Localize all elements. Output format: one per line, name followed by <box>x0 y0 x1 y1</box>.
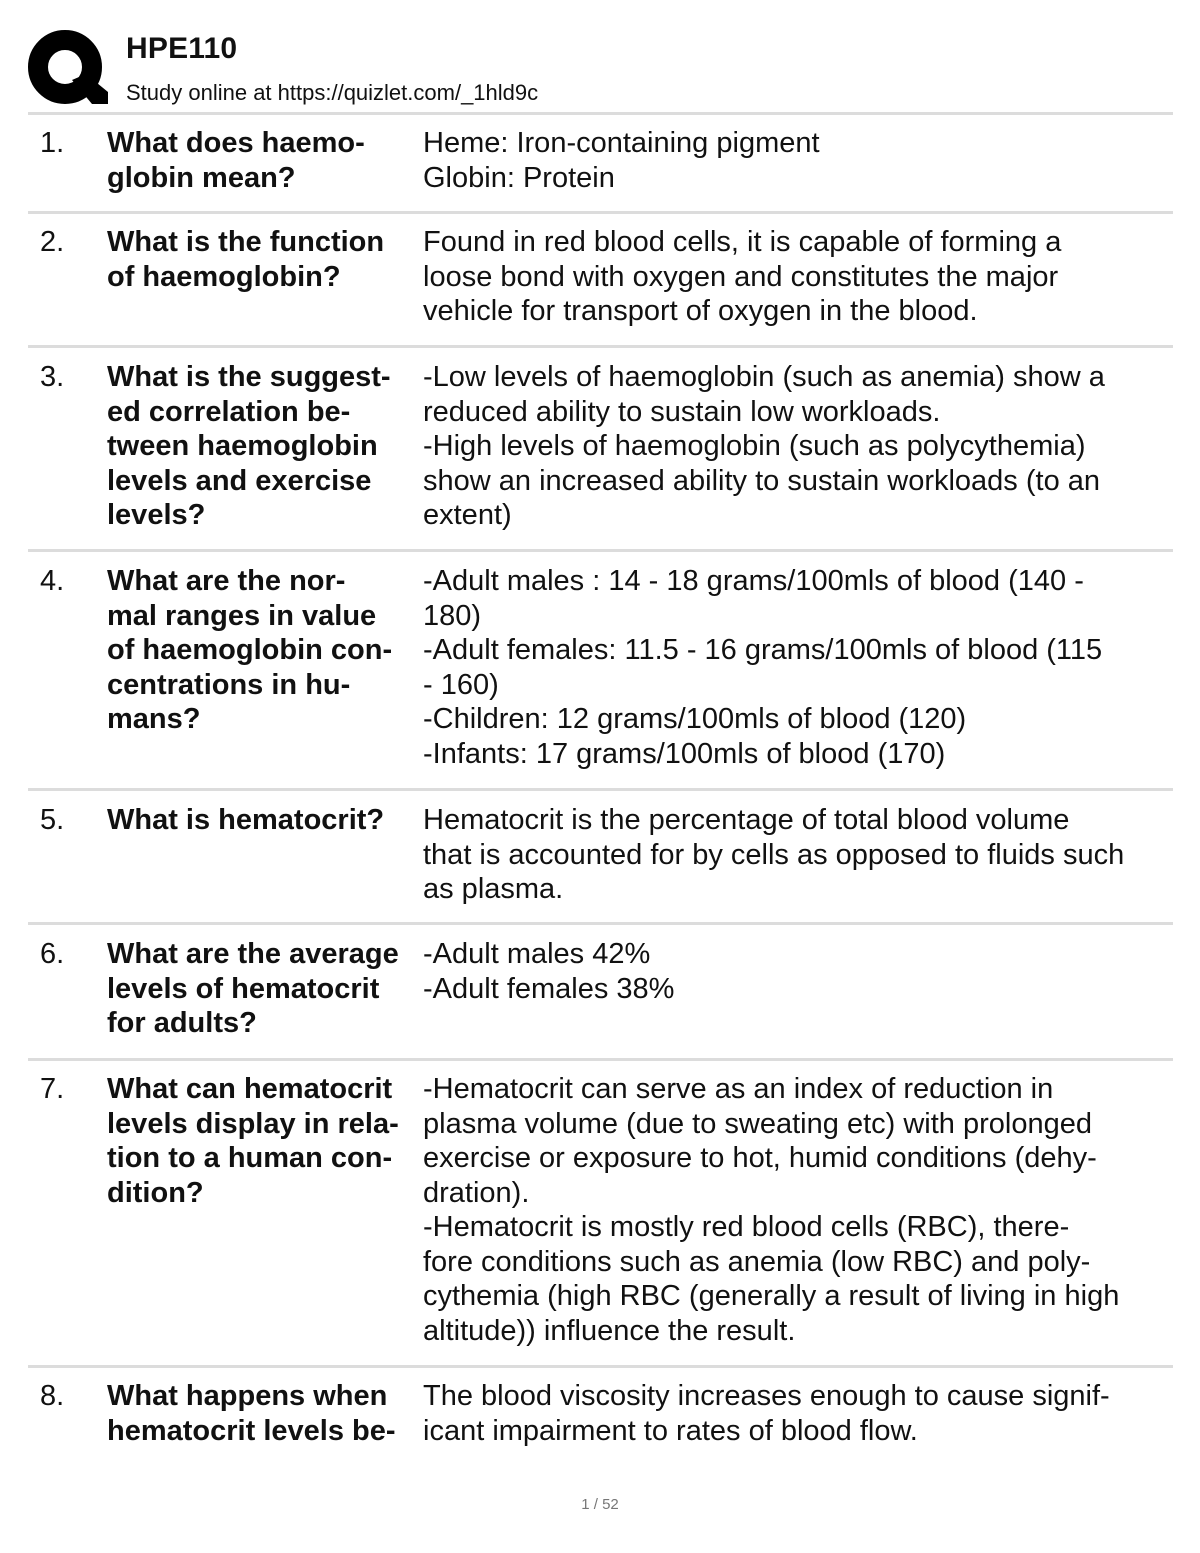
card-term <box>107 225 417 294</box>
card-term <box>107 1072 417 1210</box>
card-definition <box>423 803 1183 907</box>
definition-line: -Low levels of haemoglobin (such as anemia) show a <box>423 361 1105 393</box>
term-line: What can hematocrit <box>107 1073 393 1105</box>
term-line: What is hematocrit? <box>107 804 385 836</box>
definition-line: altitude)) influence the result. <box>423 1314 796 1347</box>
term-line: globin mean? <box>107 161 296 194</box>
card-term <box>107 803 417 838</box>
page-header <box>28 26 1178 110</box>
term-line: mans? <box>107 703 201 735</box>
page-number: 1 / 52 <box>581 1496 619 1513</box>
definition-line: exercise or exposure to hot, humid conditions (dehy- <box>423 1142 1097 1174</box>
card-term <box>107 360 417 533</box>
card-definition <box>423 564 1183 771</box>
card-definition <box>423 937 1183 1006</box>
definition-line: -Infants: 17 grams/100mls of blood (170) <box>423 737 946 770</box>
term-line: dition? <box>107 1176 204 1209</box>
definition-line: show an increased ability to sustain workloads (to an <box>423 464 1101 497</box>
definition-line: vehicle for transport of oxygen in the blood. <box>423 295 978 327</box>
definition-line: - 160) <box>423 668 499 701</box>
card-number: 6. <box>40 938 65 970</box>
divider <box>28 112 1173 115</box>
definition-line: The blood viscosity increases enough to cause signif- <box>423 1380 1110 1412</box>
definition-line: loose bond with oxygen and constitutes the major <box>423 260 1059 293</box>
term-line: What is the suggest- <box>107 361 391 393</box>
card-term <box>107 564 417 737</box>
term-line: of haemoglobin? <box>107 260 341 293</box>
set-title: HPE110 <box>126 32 238 65</box>
definition-line: plasma volume (due to sweating etc) with prolonged <box>423 1107 1092 1140</box>
term-line: levels? <box>107 499 206 531</box>
definition-line: 180) <box>423 599 482 632</box>
divider <box>28 788 1173 791</box>
term-line: What happens when <box>107 1380 388 1412</box>
term-line: tween haemoglobin <box>107 430 378 462</box>
divider <box>28 922 1173 925</box>
definition-line: dration). <box>423 1176 530 1209</box>
term-line: hematocrit levels be- <box>107 1414 396 1447</box>
definition-line: -Children: 12 grams/100mls of blood (120) <box>423 703 967 735</box>
divider <box>28 549 1173 552</box>
card-number: 4. <box>40 565 65 597</box>
card-number: 3. <box>40 361 65 393</box>
card-definition <box>423 1072 1183 1348</box>
term-line: ed correlation be- <box>107 395 351 428</box>
term-line: What is the function <box>107 226 385 258</box>
definition-line: -Adult females: 11.5 - 16 grams/100mls of blood (115 <box>423 634 1103 666</box>
card-number: 8. <box>40 1380 65 1412</box>
card-definition <box>423 360 1183 533</box>
term-line: centrations in hu- <box>107 668 351 701</box>
term-line: mal ranges in value <box>107 599 377 632</box>
card-term <box>107 1379 417 1448</box>
term-line: levels of hematocrit <box>107 972 380 1005</box>
term-line: What are the nor- <box>107 565 346 597</box>
definition-line: cythemia (high RBC (generally a result of living in high <box>423 1280 1120 1312</box>
definition-line: that is accounted for by cells as opposed to fluids such <box>423 838 1125 871</box>
term-line: for adults? <box>107 1007 257 1039</box>
definition-line: as plasma. <box>423 873 564 905</box>
card-number: 5. <box>40 804 65 836</box>
card-definition <box>423 126 1183 195</box>
term-line: levels display in rela- <box>107 1107 399 1140</box>
term-line: levels and exercise <box>107 464 372 497</box>
definition-line: Hematocrit is the percentage of total blood volume <box>423 804 1070 836</box>
divider <box>28 1058 1173 1061</box>
quizlet-logo-icon <box>28 30 108 106</box>
study-online-link[interactable]: Study online at https://quizlet.com/_1hld9c <box>126 80 539 105</box>
divider <box>28 211 1173 214</box>
term-line: What are the average <box>107 938 399 970</box>
definition-line: fore conditions such as anemia (low RBC) and poly- <box>423 1245 1091 1278</box>
divider <box>28 345 1173 348</box>
term-line: of haemoglobin con- <box>107 634 393 666</box>
definition-line: -Adult males 42% <box>423 938 651 970</box>
card-definition <box>423 1379 1183 1448</box>
definition-line: reduced ability to sustain low workloads. <box>423 395 941 428</box>
definition-line: -Adult males : 14 - 18 grams/100mls of blood (140 - <box>423 565 1084 597</box>
card-definition <box>423 225 1183 329</box>
card-term <box>107 937 417 1041</box>
divider <box>28 1365 1173 1368</box>
definition-line: -Adult females 38% <box>423 972 675 1005</box>
definition-line: extent) <box>423 499 512 531</box>
definition-line: -High levels of haemoglobin (such as polycythemia) <box>423 430 1086 462</box>
definition-line: -Hematocrit is mostly red blood cells (RBC), there- <box>423 1211 1070 1243</box>
card-number: 7. <box>40 1073 65 1105</box>
definition-line: icant impairment to rates of blood flow. <box>423 1414 918 1447</box>
definition-line: Found in red blood cells, it is capable of forming a <box>423 226 1062 258</box>
definition-line: Heme: Iron-containing pigment <box>423 127 820 159</box>
term-line: What does haemo- <box>107 127 365 159</box>
card-number: 1. <box>40 127 65 159</box>
definition-line: -Hematocrit can serve as an index of reduction in <box>423 1073 1054 1105</box>
card-number: 2. <box>40 226 65 258</box>
term-line: tion to a human con- <box>107 1142 393 1174</box>
card-term <box>107 126 417 195</box>
definition-line: Globin: Protein <box>423 161 615 194</box>
